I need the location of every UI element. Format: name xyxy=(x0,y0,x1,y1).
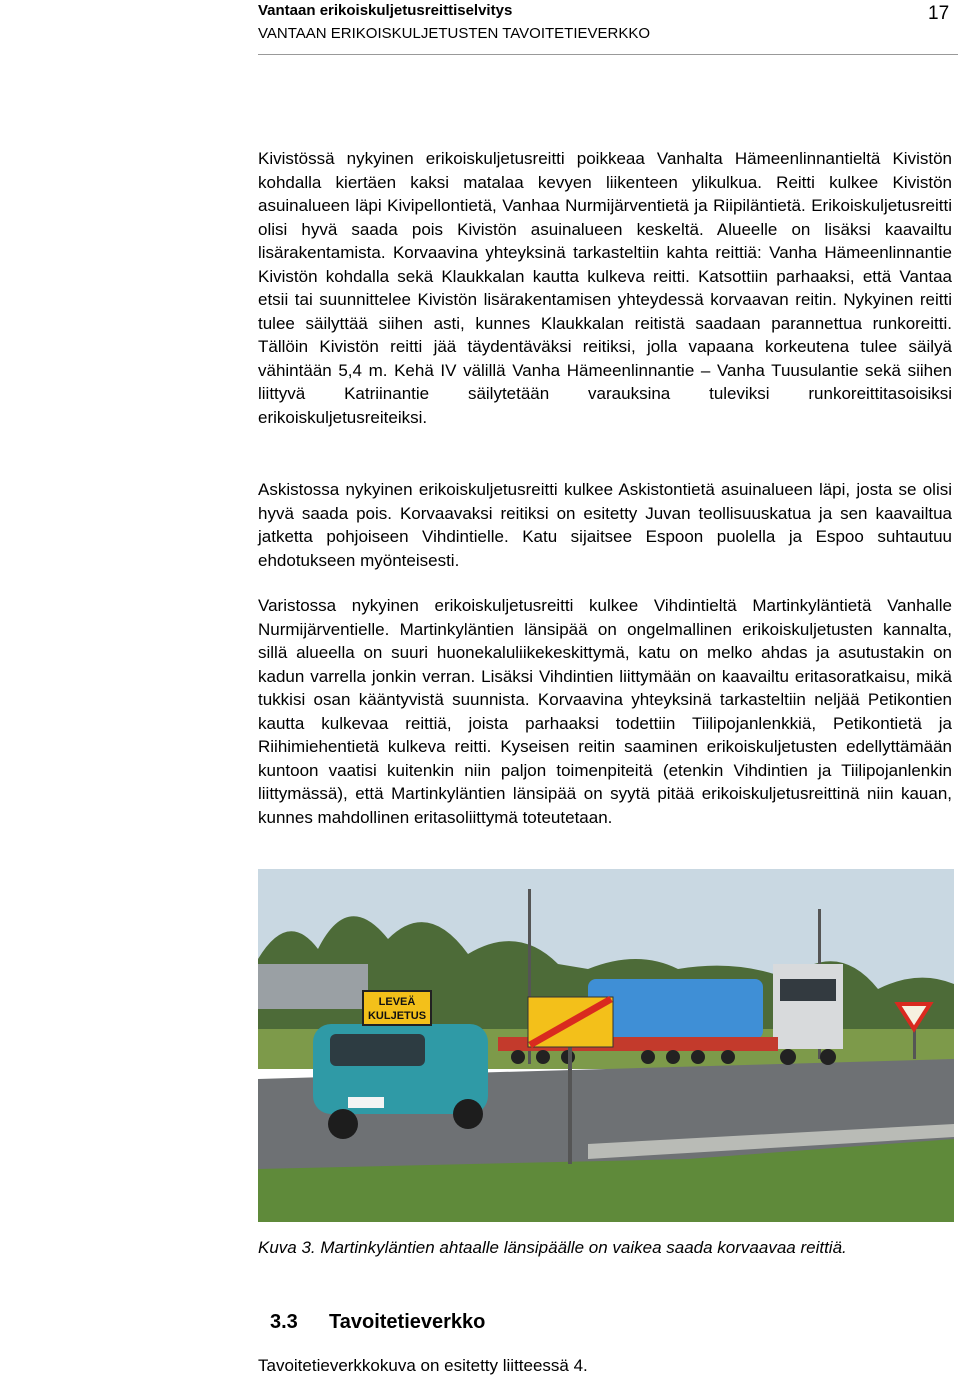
section-number: 3.3 xyxy=(270,1311,298,1333)
photo-van-wheel xyxy=(328,1109,358,1139)
report-title: Vantaan erikoiskuljetusreittiselvitys xyxy=(258,2,513,19)
photo-van-sign-line1: LEVEÄ xyxy=(378,996,416,1008)
report-subtitle: VANTAAN ERIKOISKULJETUSTEN TAVOITETIEVERKKO xyxy=(258,25,651,42)
photo-heavy-transport xyxy=(258,869,954,1222)
paragraph-askisto: Askistossa nykyinen erikoiskuljetusreitti kulkee Askistontietä asuinalueen läpi, josta se olisi hyvä saada pois. Korvaavaksi reitiksi on esitetty Juvan teollisuuskatua ja sen kaavailtua jatketta pohjoiseen Vihdintielle. Katu sijaitsee Espoon puolella ja Espoo suhtautuu ehdotukseen myönteisesti. xyxy=(258,480,952,570)
photo-cargo xyxy=(588,979,763,1039)
paragraph-varisto: Varistossa nykyinen erikoiskuljetusreitti kulkee Vihdintieltä Martinkyläntietä Vanhalle Nurmijärventielle. Martinkyläntien länsipää on ongelmallinen erikoiskuljetusten kannalta, sillä alueella on suuri huonekaluliikekeskittymä, katu on melko ahdas ja asutustakin on kadun varrella jonkin verran. Lisäksi Vihdintien liittymään on kaavailtu eritasoratkaisu, mikä tukkisi osan kääntyvistä suunnista. Korvaavina yhteyksinä tarkasteltiin neljää Petikontien kautta kulkevaa reittiä, joista parhaaksi todettiin Tiilipojanlenkkiä, Petikontietä ja Riihimiehentietä kulkeva reitti. Kyseisen reitin saaminen erikoiskuljetusten edellyttämään kuntoon vaatisi kuitenkin niin paljon toimenpiteitä (etenkin Vihdintien ja Tiilipojanlenkin liittymässä), että Martinkyläntien länsipää on syytä pitää erikoiskuljetusreittinä niin kauan, kunnes mahdollinen eritasoliittymä toteutetaan. xyxy=(258,596,952,827)
page-number: 17 xyxy=(928,3,950,24)
photo-van-plate xyxy=(348,1097,384,1108)
page-header xyxy=(258,0,958,55)
photo-truck-cab xyxy=(773,964,843,1049)
photo-van-wheel xyxy=(453,1099,483,1129)
photo-sign-post xyxy=(568,1044,572,1164)
paragraph-kivisto: Kivistössä nykyinen erikoiskuljetusreitti poikkeaa Vanhalta Hämeenlinnantieltä Kivistön kohdalla kiertäen kaksi matalaa kevyen liikenteen ylikulkua. Reitti kulkee Kivistön asuinalueen läpi Kivipellontietä, Vanhaa Nurmijärventietä ja Riipiläntietä. Erikoiskuljetusreitti olisi hyvä saada pois Kivistön asuinalueen keskeltä. Alueelle on lisäksi kaavailtu lisärakentamista. Korvaavina yhteyksinä tarkasteltiin kahta reittiä: Vanha Hämeenlinnantie Kivistön kohdalla sekä Klaukkalan kautta kulkeva reitti. Katsottiin parhaaksi, että Vantaa etsii tai suunnittelee Kivistön lisärakentamisen yhteydessä korvaavan reitin. Nykyinen reitti tulee säilyttää siihen asti, kunnes Klaukkalan reitistä saadaan parannettua runkoreitti. Tällöin Kivistön reitti jää täydentäväksi reitiksi, jolla vapaana korkeutena tulee säilyä vähintään 5,4 m. Kehä IV välillä Vanha Hämeenlinnantie – Vanha Tuusulantie sekä siihen liittyvä Katriinantie säilytetään varauksina tuleviksi runkoreittitasoisiksi erikoiskuljetusreiteiksi. xyxy=(258,149,952,427)
photo-buildings xyxy=(258,964,368,1009)
section-title: Tavoitetieverkko xyxy=(329,1311,486,1333)
photo-van-windshield xyxy=(330,1034,425,1066)
photo-van-sign-line2: KULJETUS xyxy=(367,1010,427,1022)
closing-text: Tavoitetieverkkokuva on esitetty liitteessä 4. xyxy=(258,1356,588,1375)
figure-caption: Kuva 3. Martinkyläntien ahtaalle länsipäälle on vaikea saada korvaavaa reittiä. xyxy=(258,1238,847,1257)
photo-truck-windshield xyxy=(780,979,836,1001)
